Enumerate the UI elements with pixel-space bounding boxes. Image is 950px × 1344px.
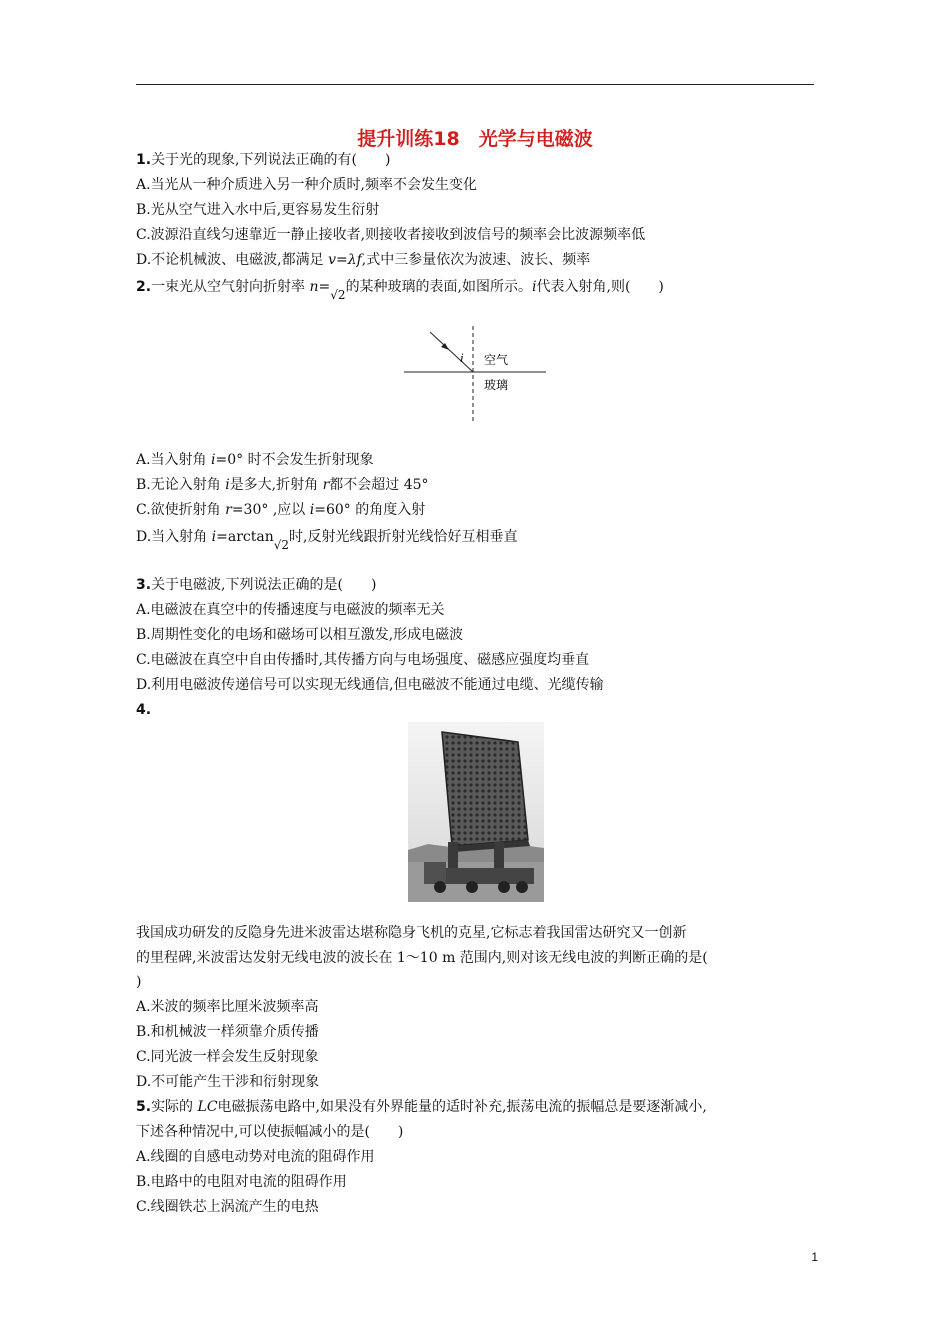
antenna-array — [442, 732, 528, 846]
q2-option-b: B.无论入射角 i是多大,折射角 r都不会超过 45° — [136, 477, 429, 493]
q4-option-a: A.米波的频率比厘米波频率高 — [136, 999, 319, 1015]
q1-option-c: C.波源沿直线匀速靠近一静止接收者,则接收者接收到波信号的频率会比波源频率低 — [136, 227, 646, 243]
q4-option-d: D.不可能产生干涉和衍射现象 — [136, 1074, 320, 1090]
page-title: 提升训练18 光学与电磁波 — [357, 128, 593, 150]
q2-option-c: C.欲使折射角 r=30° ,应以 i=60° 的角度入射 — [136, 502, 426, 518]
q3-option-d: D.利用电磁波传递信号可以实现无线通信,但电磁波不能通过电缆、光缆传输 — [136, 677, 604, 693]
q4-number: 4. — [136, 702, 152, 718]
q2-option-d: D.当入射角 i=arctan√2时,反射光线跟折射光线恰好互相垂直 — [136, 529, 518, 552]
q4-option-b: B.和机械波一样须靠介质传播 — [136, 1024, 319, 1040]
q4-stem-line2: 的里程碑,米波雷达发射无线电波的波长在 1～10 m 范围内,则对该无线电波的判断正确的是( — [136, 950, 708, 966]
q5-number: 5. — [136, 1099, 152, 1115]
q1-option-a: A.当光从一种介质进入另一种介质时,频率不会发生变化 — [136, 177, 478, 193]
q1-option-d: D.不论机械波、电磁波,都满足 v=λf,式中三参量依次为波速、波长、频率 — [136, 252, 591, 268]
q1-number: 1. — [136, 152, 152, 168]
q3-option-b: B.周期性变化的电场和磁场可以相互激发,形成电磁波 — [136, 627, 464, 643]
q4-stem-line1: 我国成功研发的反隐身先进米波雷达堪称隐身飞机的克星,它标志着我国雷达研究又一创新 — [136, 925, 687, 941]
q4-stem-line3: ) — [136, 974, 142, 990]
q3-number: 3. — [136, 577, 152, 593]
q5-stem-line2: 下述各种情况中,可以使振幅减小的是( ) — [136, 1124, 404, 1140]
q2-option-a: A.当入射角 i=0° 时不会发生折射现象 — [136, 452, 374, 468]
ray-arrow — [441, 343, 449, 350]
header-rule — [136, 84, 814, 85]
radar-photo — [408, 722, 544, 902]
q5-option-a: A.线圈的自感电动势对电流的阻碍作用 — [136, 1149, 375, 1165]
q2-stem: 2.一束光从空气射向折射率 n=√2的某种玻璃的表面,如图所示。i代表入射角,则( ) — [136, 279, 664, 302]
q2-number: 2. — [136, 279, 152, 295]
q5-option-b: B.电路中的电阻对电流的阻碍作用 — [136, 1174, 347, 1190]
q4-number-line — [136, 701, 151, 719]
page-number: 1 — [811, 1250, 818, 1264]
q3-stem: 3.关于电磁波,下列说法正确的是( ) — [136, 577, 377, 593]
angle-label: i — [460, 350, 464, 365]
air-label: 空气 — [484, 353, 509, 367]
incident-ray — [430, 332, 473, 372]
q1-stem: 1.关于光的现象,下列说法正确的有( ) — [136, 152, 391, 168]
sqrt2-symbol: √2 — [330, 288, 346, 302]
glass-label: 玻璃 — [484, 378, 509, 392]
q4-option-c: C.同光波一样会发生反射现象 — [136, 1049, 319, 1065]
q1-option-b: B.光从空气进入水中后,更容易发生衍射 — [136, 202, 380, 218]
q3-option-a: A.电磁波在真空中的传播速度与电磁波的频率无关 — [136, 602, 445, 618]
q3-option-c: C.电磁波在真空中自由传播时,其传播方向与电场强度、磁感应强度均垂直 — [136, 652, 590, 668]
q5-stem-line1: 5.实际的 LC电磁振荡电路中,如果没有外界能量的适时补充,振荡电流的振幅总是要逐渐减小, — [136, 1099, 707, 1115]
q5-option-c: C.线圈铁芯上涡流产生的电热 — [136, 1199, 319, 1215]
refraction-diagram — [400, 324, 550, 424]
